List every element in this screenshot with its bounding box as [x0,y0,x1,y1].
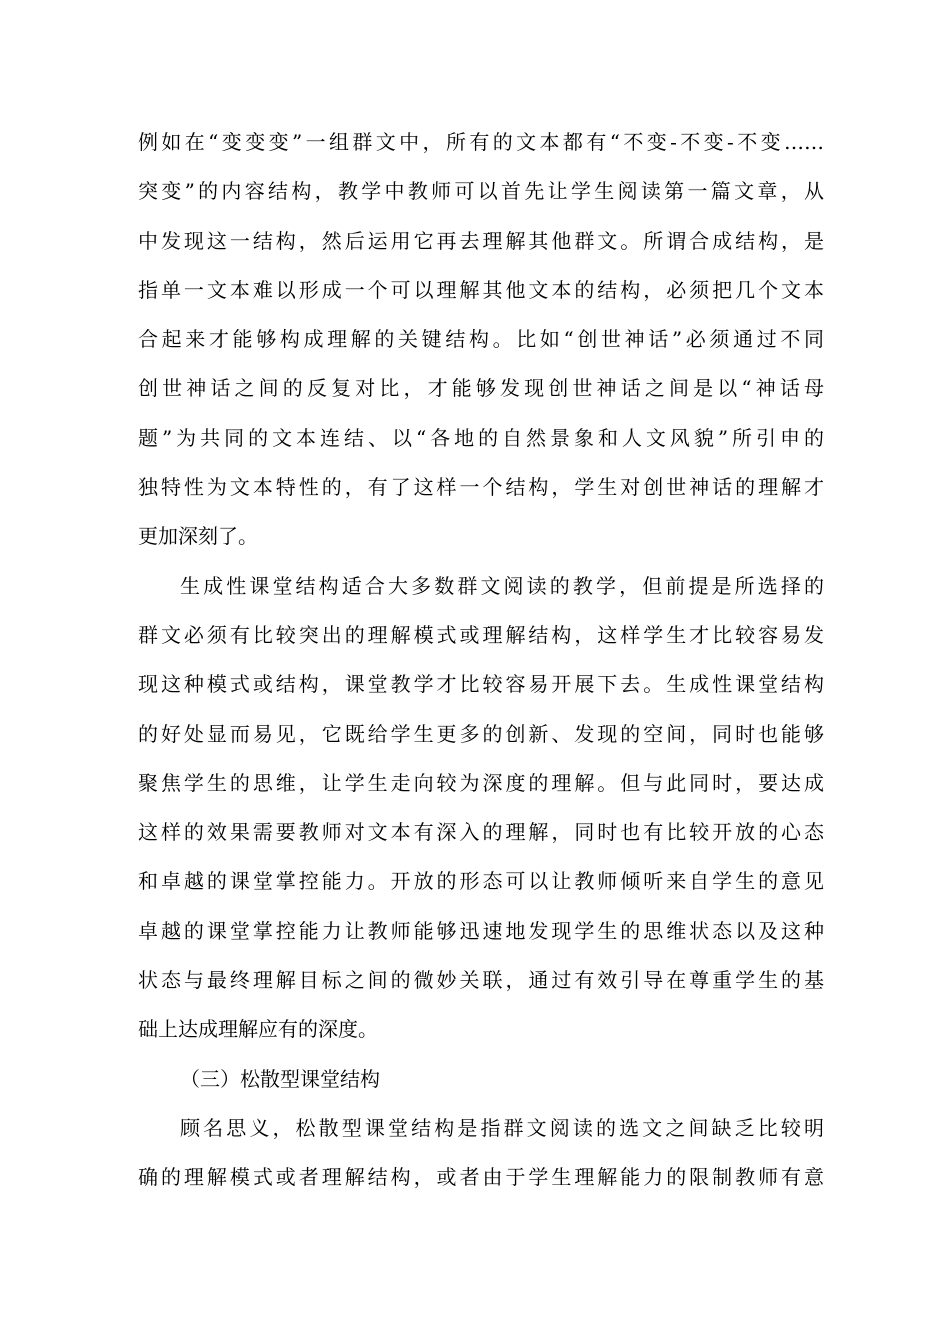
text-line: 合起来才能够构成理解的关键结构。比如“创世神话”必须通过不同 [138,327,824,352]
paragraph-2 [138,562,824,1055]
text-line: 础上达成理解应有的深度。 [138,1017,378,1042]
section-heading [138,1055,824,1104]
text-line: 顾名思义，松散型课堂结构是指群文阅读的选文之间缺乏比较明 [180,1115,824,1140]
text-line: 的好处显而易见，它既给学生更多的创新、发现的空间，同时也能够 [138,721,824,746]
text-line: 和卓越的课堂掌控能力。开放的形态可以让教师倾听来自学生的意见 [138,869,824,894]
text-line: 突变”的内容结构，教学中教师可以首先让学生阅读第一篇文章，从 [138,179,824,204]
text-line: 确的理解模式或者理解结构，或者由于学生理解能力的限制教师有意 [138,1165,824,1190]
text-line: 题”为共同的文本连结、以“各地的自然景象和人文风貌”所引申的 [138,425,824,450]
text-line: 独特性为文本特性的，有了这样一个结构，学生对创世神话的理解才 [138,475,824,500]
text-line: 卓越的课堂掌控能力让教师能够迅速地发现学生的思维状态以及这种 [138,918,824,943]
text-line: 现这种模式或结构，课堂教学才比较容易开展下去。生成性课堂结构 [138,672,824,697]
text-line: 中发现这一结构，然后运用它再去理解其他群文。所谓合成结构，是 [138,228,824,253]
text-line: 这样的效果需要教师对文本有深入的理解，同时也有比较开放的心态 [138,820,824,845]
text-line: 聚焦学生的思维，让学生走向较为深度的理解。但与此同时，要达成 [138,770,824,795]
section-heading-text: （三）松散型课堂结构 [180,1066,380,1091]
paragraph-3 [138,1104,824,1203]
text-line: 生成性课堂结构适合大多数群文阅读的教学，但前提是所选择的 [180,573,824,598]
document-body [138,118,824,1203]
text-line: 更加深刻了。 [138,524,258,549]
text-line: 例如在“变变变”一组群文中，所有的文本都有“不变-不变-不变…… [138,130,824,154]
text-line: 指单一文本难以形成一个可以理解其他文本的结构，必须把几个文本 [138,277,824,302]
text-line: 群文必须有比较突出的理解模式或理解结构，这样学生才比较容易发 [138,622,824,647]
text-line: 状态与最终理解目标之间的微妙关联，通过有效引导在尊重学生的基 [138,968,824,993]
text-line: 创世神话之间的反复对比，才能够发现创世神话之间是以“神话母 [138,376,824,401]
paragraph-1 [138,118,824,562]
